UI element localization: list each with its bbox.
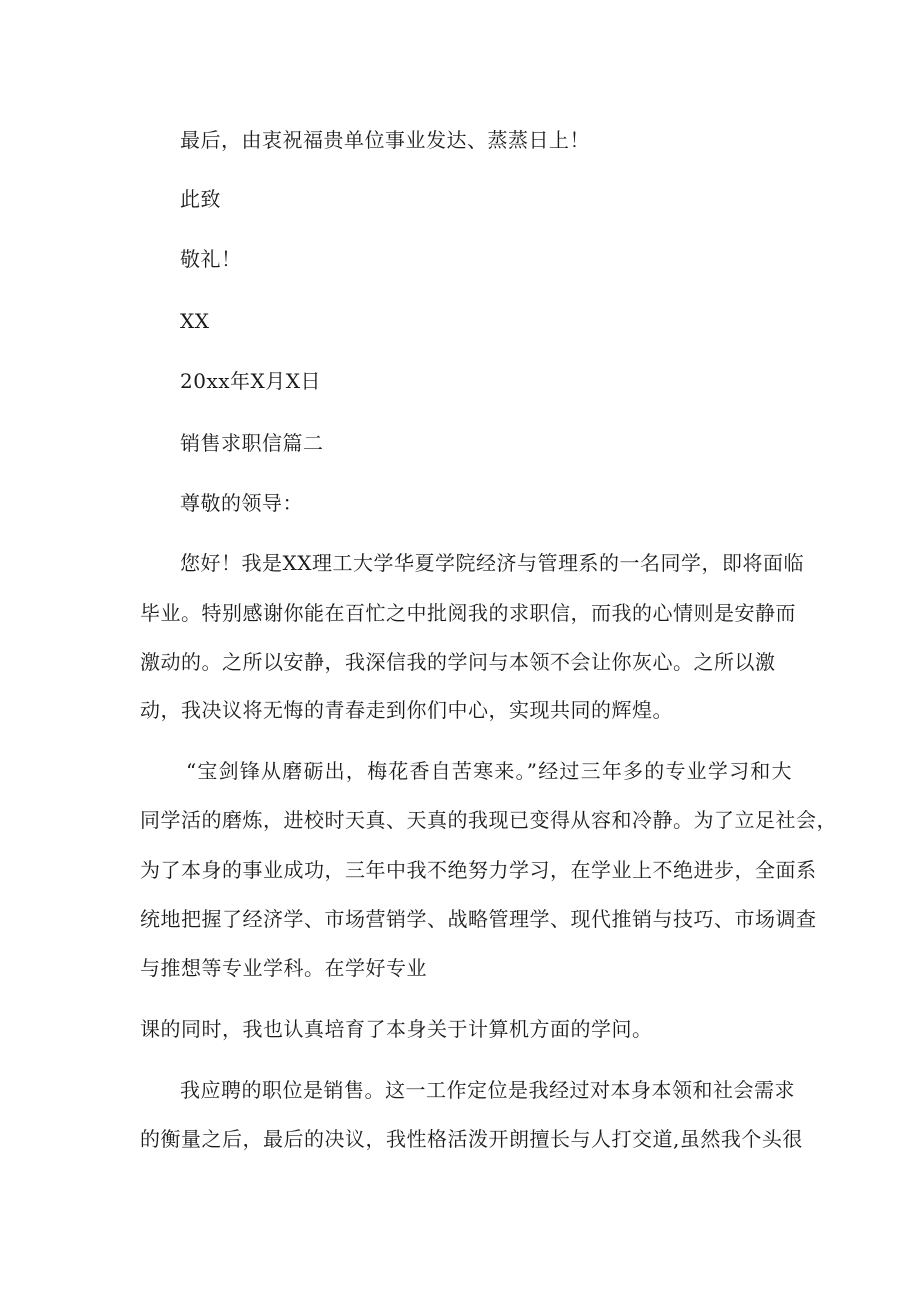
- salutation-cizhi: 此致: [180, 187, 221, 211]
- paragraph-4-line-1: 我应聘的职位是销售。这一工作定位是我经过对本身本领和社会需求: [180, 1078, 795, 1102]
- paragraph-2-line-4: 统地把握了经济学、市场营销学、战略管理学、现代推销与技巧、市场调查: [140, 907, 817, 931]
- paragraph-4-line-2: 的衡量之后，最后的决议，我性格活泼开朗擅长与人打交道,虽然我个头很: [140, 1127, 803, 1151]
- greeting: 尊敬的领导：: [180, 491, 303, 515]
- paragraph-1-line-2: 毕业。特别感谢你能在百忙之中批阅我的求职信，而我的心情则是安静而: [140, 601, 796, 625]
- salutation-jingli: 敬礼！: [180, 247, 242, 271]
- paragraph-1-line-1: 您好！我是XX理工大学华夏学院经济与管理系的一名同学，即将面临: [180, 551, 804, 575]
- closing-wish: 最后，由衷祝福贵单位事业发达、蒸蒸日上！: [180, 128, 590, 152]
- paragraph-1-line-3: 激动的。之所以安静，我深信我的学问与本领不会让你灰心。之所以激: [140, 650, 776, 674]
- paragraph-2-line-1: “宝剑锋从磨砺出，梅花香自苦寒来。”经过三年多的专业学习和大: [186, 759, 792, 783]
- paragraph-1-line-4: 动，我决议将无悔的青春走到你们中心，实现共同的辉煌。: [140, 698, 673, 722]
- paragraph-3-line-1: 课的同时，我也认真培育了本身关于计算机方面的学问。: [140, 1017, 653, 1041]
- letter-date: 20xx年X月X日: [180, 369, 321, 393]
- paragraph-2-line-5: 与推想等专业学科。在学好专业: [140, 956, 427, 980]
- section-title: 销售求职信篇二: [180, 431, 324, 455]
- paragraph-2-line-3: 为了本身的事业成功，三年中我不绝努力学习，在学业上不绝进步，全面系: [140, 858, 817, 882]
- signature: XX: [180, 309, 210, 333]
- paragraph-2-line-2: 同学活的磨炼，进校时天真、天真的我现已变得从容和冷静。为了立足社会，: [140, 808, 837, 832]
